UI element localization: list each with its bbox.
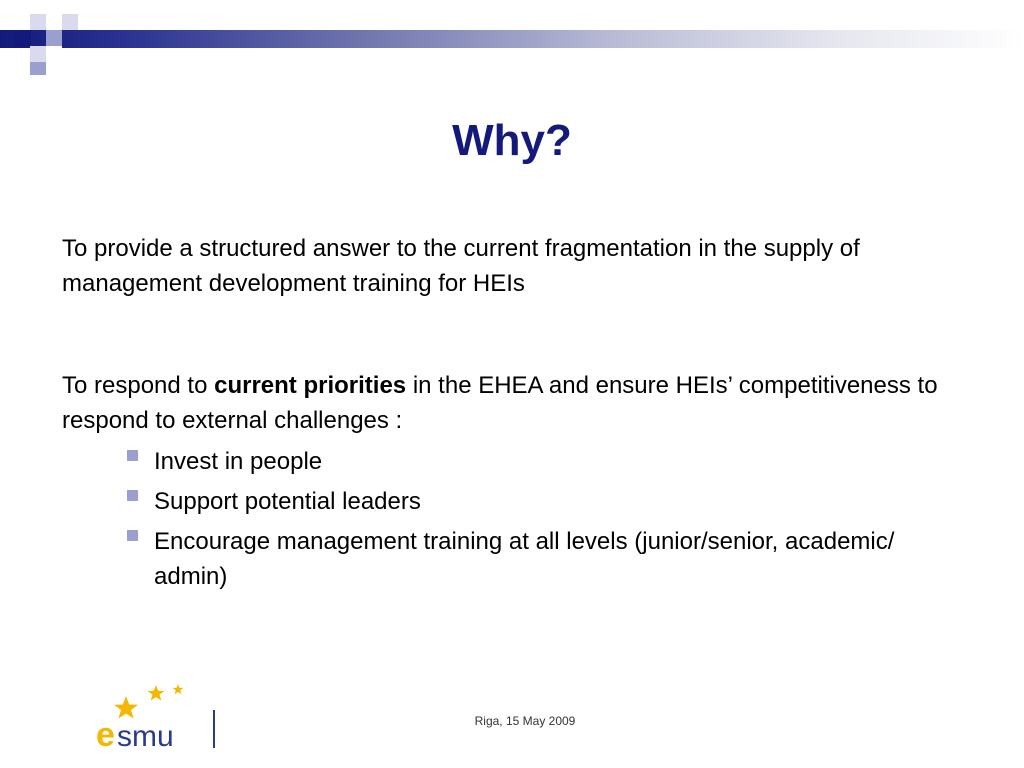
bullet-list: [127, 444, 927, 599]
decor-square: [46, 30, 62, 46]
paragraph-priorities: [62, 368, 942, 438]
paragraph-text: in the EHEA and ensure HEIs’ competitiveness to respond to external challenges :: [62, 372, 938, 434]
stars-icon: [114, 684, 184, 719]
square-bullet-icon: [127, 450, 138, 461]
logo-letter-e: e: [96, 716, 115, 752]
decor-square: [14, 30, 31, 47]
bullet-item: [127, 484, 927, 519]
footer-date: Riga, 15 May 2009: [474, 714, 576, 728]
square-bullet-icon: [127, 490, 138, 501]
decor-square: [30, 14, 46, 30]
paragraph-text: To respond to: [62, 372, 215, 399]
decor-square: [30, 46, 46, 62]
bold-phrase: current priorities: [214, 372, 407, 399]
bullet-item: [127, 444, 927, 479]
decor-square: [62, 14, 78, 30]
decor-square: [46, 46, 62, 62]
bullet-text: Invest in people: [154, 448, 323, 475]
esmu-logo: [96, 680, 221, 752]
logo-divider: [213, 710, 215, 748]
bullet-text: Support potential leaders: [154, 488, 421, 515]
bullet-text: Encourage management training at all levels (junior/senior, academic/ admin): [154, 528, 895, 590]
slide-title: Why?: [452, 116, 572, 165]
bullet-item: [127, 524, 927, 594]
square-bullet-icon: [127, 530, 138, 541]
decor-square: [30, 62, 46, 75]
paragraph-fragmentation: To provide a structured answer to the current fragmentation in the supply of management development training for HEIs: [62, 235, 860, 297]
logo-letters: smu: [117, 720, 174, 752]
header-gradient-band: [0, 30, 1024, 48]
